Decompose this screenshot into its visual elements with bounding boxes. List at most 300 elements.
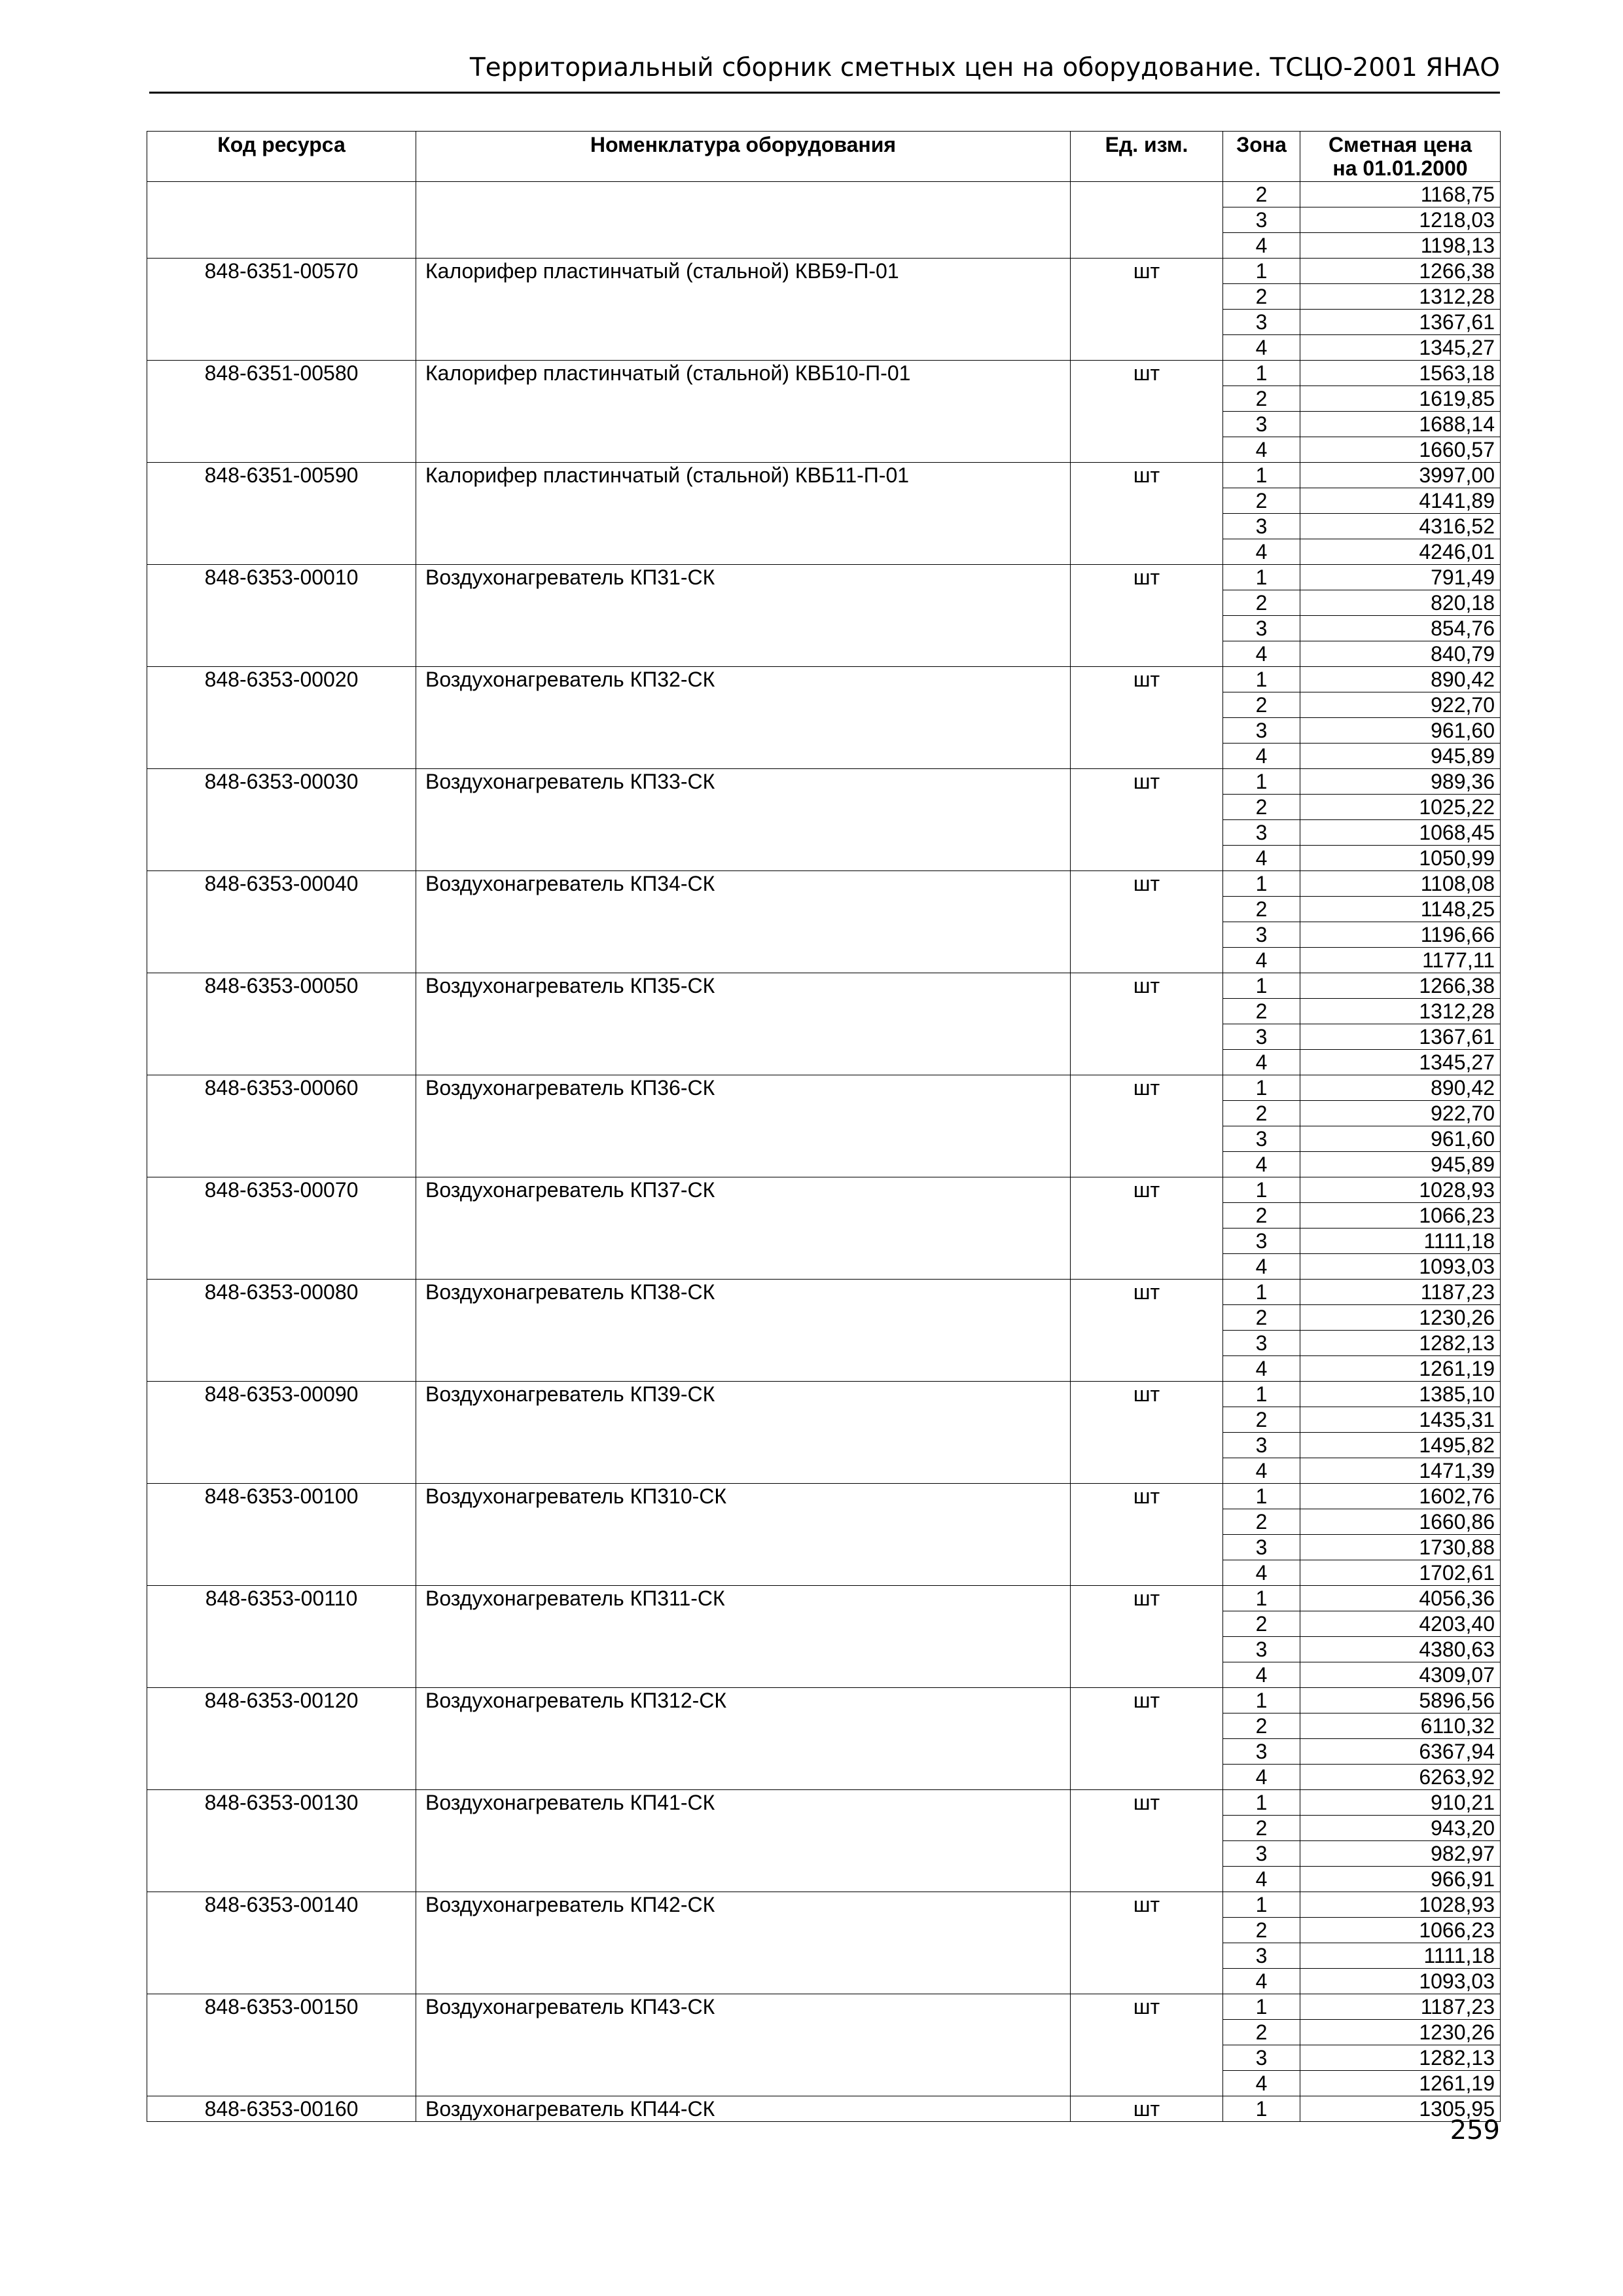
table-row bbox=[147, 1024, 1501, 1050]
unit-cell: шт bbox=[1071, 667, 1223, 692]
table-row-group-start bbox=[147, 1892, 1501, 1918]
equipment-name-cell: Воздухонагреватель КП41-СК bbox=[416, 1790, 1071, 1816]
price-cell: 982,97 bbox=[1300, 1841, 1501, 1867]
resource-code-cell bbox=[147, 1943, 416, 1969]
resource-code-cell bbox=[147, 1331, 416, 1356]
zone-cell: 1 bbox=[1223, 1177, 1300, 1203]
resource-code-cell bbox=[147, 284, 416, 310]
unit-cell bbox=[1071, 1050, 1223, 1075]
table-row bbox=[147, 1943, 1501, 1969]
equipment-name-cell bbox=[416, 897, 1071, 922]
zone-cell: 2 bbox=[1223, 2020, 1300, 2045]
unit-cell bbox=[1071, 1331, 1223, 1356]
price-cell: 1025,22 bbox=[1300, 795, 1501, 820]
price-cell: 1218,03 bbox=[1300, 207, 1501, 233]
zone-cell: 1 bbox=[1223, 1382, 1300, 1407]
table-row bbox=[147, 1254, 1501, 1280]
price-cell: 890,42 bbox=[1300, 667, 1501, 692]
price-cell: 1093,03 bbox=[1300, 1254, 1501, 1280]
table-row bbox=[147, 1229, 1501, 1254]
equipment-name-cell bbox=[416, 386, 1071, 412]
unit-cell: шт bbox=[1071, 1177, 1223, 1203]
unit-cell bbox=[1071, 2020, 1223, 2045]
resource-code-cell: 848-6351-00590 bbox=[147, 463, 416, 488]
price-cell: 910,21 bbox=[1300, 1790, 1501, 1816]
zone-cell: 2 bbox=[1223, 488, 1300, 514]
price-cell: 1660,57 bbox=[1300, 437, 1501, 463]
table-row bbox=[147, 820, 1501, 846]
zone-cell: 2 bbox=[1223, 590, 1300, 616]
col-header-price-line1: Сметная цена bbox=[1328, 133, 1472, 156]
zone-cell: 3 bbox=[1223, 820, 1300, 846]
price-cell: 4203,40 bbox=[1300, 1611, 1501, 1637]
resource-code-cell bbox=[147, 1050, 416, 1075]
resource-code-cell bbox=[147, 846, 416, 871]
table-row bbox=[147, 718, 1501, 744]
price-cell: 1093,03 bbox=[1300, 1969, 1501, 1994]
resource-code-cell bbox=[147, 1433, 416, 1458]
resource-code-cell bbox=[147, 1126, 416, 1152]
table-row bbox=[147, 386, 1501, 412]
unit-cell bbox=[1071, 2071, 1223, 2096]
unit-cell bbox=[1071, 1305, 1223, 1331]
resource-code-cell bbox=[147, 233, 416, 259]
price-cell: 1168,75 bbox=[1300, 182, 1501, 207]
unit-cell bbox=[1071, 335, 1223, 361]
equipment-name-cell: Воздухонагреватель КП37-СК bbox=[416, 1177, 1071, 1203]
resource-code-cell: 848-6353-00100 bbox=[147, 1484, 416, 1509]
price-cell: 1367,61 bbox=[1300, 310, 1501, 335]
table-row bbox=[147, 1331, 1501, 1356]
equipment-name-cell bbox=[416, 412, 1071, 437]
price-cell: 890,42 bbox=[1300, 1075, 1501, 1101]
unit-cell bbox=[1071, 207, 1223, 233]
zone-cell: 3 bbox=[1223, 1331, 1300, 1356]
unit-cell bbox=[1071, 284, 1223, 310]
unit-cell bbox=[1071, 386, 1223, 412]
resource-code-cell bbox=[147, 999, 416, 1024]
equipment-name-cell bbox=[416, 1458, 1071, 1484]
resource-code-cell bbox=[147, 1841, 416, 1867]
unit-cell bbox=[1071, 488, 1223, 514]
zone-cell: 4 bbox=[1223, 1458, 1300, 1484]
unit-cell bbox=[1071, 795, 1223, 820]
zone-cell: 2 bbox=[1223, 1611, 1300, 1637]
resource-code-cell bbox=[147, 948, 416, 973]
table-row bbox=[147, 922, 1501, 948]
zone-cell: 1 bbox=[1223, 1484, 1300, 1509]
price-cell: 1266,38 bbox=[1300, 259, 1501, 284]
table-row bbox=[147, 1509, 1501, 1535]
equipment-name-cell bbox=[416, 718, 1071, 744]
table-row bbox=[147, 1101, 1501, 1126]
unit-cell bbox=[1071, 1407, 1223, 1433]
price-cell: 1282,13 bbox=[1300, 1331, 1501, 1356]
unit-cell bbox=[1071, 999, 1223, 1024]
table-row bbox=[147, 488, 1501, 514]
equipment-name-cell bbox=[416, 1637, 1071, 1662]
zone-cell: 3 bbox=[1223, 207, 1300, 233]
resource-code-cell: 848-6353-00040 bbox=[147, 871, 416, 897]
unit-cell bbox=[1071, 1203, 1223, 1229]
unit-cell: шт bbox=[1071, 463, 1223, 488]
unit-cell bbox=[1071, 1637, 1223, 1662]
table-row-group-start bbox=[147, 361, 1501, 386]
unit-cell: шт bbox=[1071, 361, 1223, 386]
resource-code-cell bbox=[147, 692, 416, 718]
equipment-name-cell bbox=[416, 948, 1071, 973]
zone-cell: 4 bbox=[1223, 335, 1300, 361]
price-cell: 1177,11 bbox=[1300, 948, 1501, 973]
zone-cell: 4 bbox=[1223, 1356, 1300, 1382]
equipment-name-cell bbox=[416, 1331, 1071, 1356]
zone-cell: 3 bbox=[1223, 922, 1300, 948]
zone-cell: 3 bbox=[1223, 1841, 1300, 1867]
price-cell: 945,89 bbox=[1300, 1152, 1501, 1177]
unit-cell bbox=[1071, 1126, 1223, 1152]
resource-code-cell: 848-6353-00050 bbox=[147, 973, 416, 999]
table-row bbox=[147, 233, 1501, 259]
price-cell: 791,49 bbox=[1300, 565, 1501, 590]
unit-cell: шт bbox=[1071, 769, 1223, 795]
equipment-name-cell bbox=[416, 2045, 1071, 2071]
price-cell: 4246,01 bbox=[1300, 539, 1501, 565]
resource-code-cell: 848-6351-00580 bbox=[147, 361, 416, 386]
equipment-name-cell bbox=[416, 744, 1071, 769]
unit-cell bbox=[1071, 1433, 1223, 1458]
price-cell: 1435,31 bbox=[1300, 1407, 1501, 1433]
zone-cell: 1 bbox=[1223, 871, 1300, 897]
unit-cell: шт bbox=[1071, 1484, 1223, 1509]
equipment-name-cell bbox=[416, 590, 1071, 616]
unit-cell bbox=[1071, 948, 1223, 973]
resource-code-cell bbox=[147, 1918, 416, 1943]
table-row bbox=[147, 744, 1501, 769]
resource-code-cell: 848-6353-00010 bbox=[147, 565, 416, 590]
zone-cell: 4 bbox=[1223, 948, 1300, 973]
zone-cell: 1 bbox=[1223, 1586, 1300, 1611]
resource-code-cell bbox=[147, 795, 416, 820]
equipment-name-cell bbox=[416, 514, 1071, 539]
resource-code-cell bbox=[147, 488, 416, 514]
equipment-name-cell: Воздухонагреватель КП43-СК bbox=[416, 1994, 1071, 2020]
table-row-group-start bbox=[147, 2096, 1501, 2122]
resource-code-cell bbox=[147, 744, 416, 769]
unit-cell bbox=[1071, 1765, 1223, 1790]
unit-cell: шт bbox=[1071, 1280, 1223, 1305]
table-row bbox=[147, 1356, 1501, 1382]
zone-cell: 1 bbox=[1223, 463, 1300, 488]
price-cell: 1148,25 bbox=[1300, 897, 1501, 922]
resource-code-cell bbox=[147, 820, 416, 846]
unit-cell: шт bbox=[1071, 565, 1223, 590]
equipment-name-cell bbox=[416, 1611, 1071, 1637]
table-body bbox=[147, 182, 1501, 2122]
table-row-group-start bbox=[147, 973, 1501, 999]
zone-cell: 2 bbox=[1223, 182, 1300, 207]
price-cell: 4380,63 bbox=[1300, 1637, 1501, 1662]
equipment-name-cell bbox=[416, 846, 1071, 871]
unit-cell bbox=[1071, 1739, 1223, 1765]
price-cell: 1367,61 bbox=[1300, 1024, 1501, 1050]
table-row-group-start bbox=[147, 769, 1501, 795]
table-row bbox=[147, 1458, 1501, 1484]
price-cell: 1312,28 bbox=[1300, 284, 1501, 310]
resource-code-cell bbox=[147, 1611, 416, 1637]
price-cell: 5896,56 bbox=[1300, 1688, 1501, 1713]
table-row-group-start bbox=[147, 182, 1501, 207]
unit-cell bbox=[1071, 1152, 1223, 1177]
unit-cell: шт bbox=[1071, 1790, 1223, 1816]
price-cell: 4141,89 bbox=[1300, 488, 1501, 514]
price-cell: 1066,23 bbox=[1300, 1203, 1501, 1229]
table-row bbox=[147, 2071, 1501, 2096]
table-row-group-start bbox=[147, 1280, 1501, 1305]
equipment-name-cell: Воздухонагреватель КП39-СК bbox=[416, 1382, 1071, 1407]
col-header-name: Номенклатура оборудования bbox=[416, 132, 1071, 182]
equipment-name-cell bbox=[416, 1050, 1071, 1075]
table-row-group-start bbox=[147, 1688, 1501, 1713]
zone-cell: 4 bbox=[1223, 846, 1300, 871]
price-cell: 1495,82 bbox=[1300, 1433, 1501, 1458]
page-number: 259 bbox=[1450, 2115, 1500, 2145]
unit-cell bbox=[1071, 437, 1223, 463]
equipment-name-cell bbox=[416, 1356, 1071, 1382]
equipment-name-cell bbox=[416, 1024, 1071, 1050]
resource-code-cell bbox=[147, 182, 416, 207]
resource-code-cell bbox=[147, 1509, 416, 1535]
zone-cell: 1 bbox=[1223, 565, 1300, 590]
price-cell: 1028,93 bbox=[1300, 1892, 1501, 1918]
table-row bbox=[147, 1713, 1501, 1739]
price-cell: 961,60 bbox=[1300, 1126, 1501, 1152]
price-cell: 966,91 bbox=[1300, 1867, 1501, 1892]
resource-code-cell bbox=[147, 437, 416, 463]
unit-cell: шт bbox=[1071, 973, 1223, 999]
unit-cell bbox=[1071, 897, 1223, 922]
price-cell: 840,79 bbox=[1300, 641, 1501, 667]
table-row bbox=[147, 1918, 1501, 1943]
equipment-name-cell bbox=[416, 1407, 1071, 1433]
price-cell: 1563,18 bbox=[1300, 361, 1501, 386]
table-row bbox=[147, 1050, 1501, 1075]
equipment-name-cell bbox=[416, 437, 1071, 463]
table-row-group-start bbox=[147, 259, 1501, 284]
zone-cell: 4 bbox=[1223, 437, 1300, 463]
unit-cell bbox=[1071, 922, 1223, 948]
table-row bbox=[147, 310, 1501, 335]
equipment-name-cell bbox=[416, 1969, 1071, 1994]
col-header-price-line2: на 01.01.2000 bbox=[1332, 156, 1468, 180]
price-cell: 4056,36 bbox=[1300, 1586, 1501, 1611]
unit-cell bbox=[1071, 1509, 1223, 1535]
equipment-name-cell: Калорифер пластинчатый (стальной) КВБ9-П-01 bbox=[416, 259, 1071, 284]
zone-cell: 4 bbox=[1223, 2071, 1300, 2096]
resource-code-cell: 848-6353-00110 bbox=[147, 1586, 416, 1611]
equipment-name-cell bbox=[416, 692, 1071, 718]
unit-cell bbox=[1071, 1713, 1223, 1739]
resource-code-cell: 848-6353-00060 bbox=[147, 1075, 416, 1101]
equipment-name-cell bbox=[416, 488, 1071, 514]
zone-cell: 2 bbox=[1223, 999, 1300, 1024]
resource-code-cell: 848-6353-00020 bbox=[147, 667, 416, 692]
resource-code-cell bbox=[147, 2020, 416, 2045]
price-cell: 1688,14 bbox=[1300, 412, 1501, 437]
table-row bbox=[147, 1203, 1501, 1229]
price-cell: 1385,10 bbox=[1300, 1382, 1501, 1407]
zone-cell: 2 bbox=[1223, 386, 1300, 412]
resource-code-cell bbox=[147, 1765, 416, 1790]
resource-code-cell bbox=[147, 590, 416, 616]
resource-code-cell: 848-6353-00150 bbox=[147, 1994, 416, 2020]
table-row bbox=[147, 1765, 1501, 1790]
unit-cell bbox=[1071, 641, 1223, 667]
equipment-name-cell bbox=[416, 1765, 1071, 1790]
price-cell: 1266,38 bbox=[1300, 973, 1501, 999]
equipment-name-cell bbox=[416, 1229, 1071, 1254]
price-table bbox=[147, 131, 1501, 2122]
zone-cell: 3 bbox=[1223, 1126, 1300, 1152]
price-cell: 1261,19 bbox=[1300, 1356, 1501, 1382]
price-cell: 1345,27 bbox=[1300, 1050, 1501, 1075]
equipment-name-cell bbox=[416, 2020, 1071, 2045]
unit-cell bbox=[1071, 1356, 1223, 1382]
resource-code-cell: 848-6351-00570 bbox=[147, 259, 416, 284]
unit-cell: шт bbox=[1071, 2096, 1223, 2122]
equipment-name-cell: Воздухонагреватель КП31-СК bbox=[416, 565, 1071, 590]
unit-cell bbox=[1071, 1816, 1223, 1841]
equipment-name-cell bbox=[416, 1560, 1071, 1586]
equipment-name-cell: Воздухонагреватель КП44-СК bbox=[416, 2096, 1071, 2122]
zone-cell: 2 bbox=[1223, 1816, 1300, 1841]
table-row bbox=[147, 514, 1501, 539]
unit-cell bbox=[1071, 233, 1223, 259]
zone-cell: 3 bbox=[1223, 310, 1300, 335]
resource-code-cell bbox=[147, 1867, 416, 1892]
table-row-group-start bbox=[147, 1994, 1501, 2020]
equipment-name-cell bbox=[416, 1305, 1071, 1331]
zone-cell: 3 bbox=[1223, 2045, 1300, 2071]
header-rule bbox=[149, 92, 1500, 94]
price-cell: 1730,88 bbox=[1300, 1535, 1501, 1560]
unit-cell: шт bbox=[1071, 1075, 1223, 1101]
price-cell: 1602,76 bbox=[1300, 1484, 1501, 1509]
unit-cell bbox=[1071, 820, 1223, 846]
table-row bbox=[147, 1841, 1501, 1867]
resource-code-cell bbox=[147, 514, 416, 539]
resource-code-cell bbox=[147, 1816, 416, 1841]
unit-cell: шт bbox=[1071, 1688, 1223, 1713]
equipment-name-cell: Воздухонагреватель КП32-СК bbox=[416, 667, 1071, 692]
table-row bbox=[147, 539, 1501, 565]
resource-code-cell bbox=[147, 1101, 416, 1126]
resource-code-cell bbox=[147, 1407, 416, 1433]
price-cell: 1108,08 bbox=[1300, 871, 1501, 897]
price-cell: 1111,18 bbox=[1300, 1943, 1501, 1969]
zone-cell: 3 bbox=[1223, 616, 1300, 641]
unit-cell bbox=[1071, 846, 1223, 871]
equipment-name-cell: Воздухонагреватель КП312-СК bbox=[416, 1688, 1071, 1713]
zone-cell: 1 bbox=[1223, 2096, 1300, 2122]
equipment-name-cell: Воздухонагреватель КП42-СК bbox=[416, 1892, 1071, 1918]
equipment-name-cell bbox=[416, 1816, 1071, 1841]
equipment-name-cell bbox=[416, 1152, 1071, 1177]
zone-cell: 2 bbox=[1223, 1407, 1300, 1433]
equipment-name-cell bbox=[416, 1101, 1071, 1126]
unit-cell: шт bbox=[1071, 871, 1223, 897]
resource-code-cell bbox=[147, 310, 416, 335]
zone-cell: 4 bbox=[1223, 233, 1300, 259]
equipment-name-cell bbox=[416, 1433, 1071, 1458]
table-row bbox=[147, 1637, 1501, 1662]
price-cell: 989,36 bbox=[1300, 769, 1501, 795]
price-cell: 1028,93 bbox=[1300, 1177, 1501, 1203]
equipment-name-cell bbox=[416, 641, 1071, 667]
table-row-group-start bbox=[147, 1382, 1501, 1407]
unit-cell bbox=[1071, 310, 1223, 335]
price-cell: 6110,32 bbox=[1300, 1713, 1501, 1739]
equipment-name-cell bbox=[416, 284, 1071, 310]
equipment-name-cell bbox=[416, 1713, 1071, 1739]
table-row-group-start bbox=[147, 871, 1501, 897]
resource-code-cell bbox=[147, 2071, 416, 2096]
price-cell: 1198,13 bbox=[1300, 233, 1501, 259]
unit-cell bbox=[1071, 1560, 1223, 1586]
zone-cell: 4 bbox=[1223, 1560, 1300, 1586]
price-cell: 1230,26 bbox=[1300, 1305, 1501, 1331]
table-row-group-start bbox=[147, 565, 1501, 590]
unit-cell bbox=[1071, 616, 1223, 641]
table-row bbox=[147, 1305, 1501, 1331]
table-row bbox=[147, 846, 1501, 871]
unit-cell bbox=[1071, 1024, 1223, 1050]
price-cell: 1619,85 bbox=[1300, 386, 1501, 412]
equipment-name-cell: Воздухонагреватель КП35-СК bbox=[416, 973, 1071, 999]
equipment-name-cell: Воздухонагреватель КП310-СК bbox=[416, 1484, 1071, 1509]
price-cell: 943,20 bbox=[1300, 1816, 1501, 1841]
unit-cell bbox=[1071, 1867, 1223, 1892]
price-cell: 1187,23 bbox=[1300, 1280, 1501, 1305]
table-row bbox=[147, 412, 1501, 437]
table-row bbox=[147, 1535, 1501, 1560]
zone-cell: 4 bbox=[1223, 1254, 1300, 1280]
zone-cell: 3 bbox=[1223, 1739, 1300, 1765]
table-row bbox=[147, 641, 1501, 667]
zone-cell: 2 bbox=[1223, 795, 1300, 820]
table-row bbox=[147, 616, 1501, 641]
equipment-name-cell bbox=[416, 1535, 1071, 1560]
resource-code-cell: 848-6353-00090 bbox=[147, 1382, 416, 1407]
equipment-name-cell bbox=[416, 922, 1071, 948]
price-cell: 1282,13 bbox=[1300, 2045, 1501, 2071]
unit-cell bbox=[1071, 1611, 1223, 1637]
zone-cell: 1 bbox=[1223, 1075, 1300, 1101]
price-cell: 6263,92 bbox=[1300, 1765, 1501, 1790]
zone-cell: 4 bbox=[1223, 539, 1300, 565]
unit-cell bbox=[1071, 1535, 1223, 1560]
price-cell: 6367,94 bbox=[1300, 1739, 1501, 1765]
table-row bbox=[147, 590, 1501, 616]
price-cell: 1111,18 bbox=[1300, 1229, 1501, 1254]
table-row bbox=[147, 284, 1501, 310]
zone-cell: 1 bbox=[1223, 259, 1300, 284]
price-cell: 1345,27 bbox=[1300, 335, 1501, 361]
table-row bbox=[147, 1867, 1501, 1892]
zone-cell: 3 bbox=[1223, 1024, 1300, 1050]
unit-cell: шт bbox=[1071, 1892, 1223, 1918]
zone-cell: 4 bbox=[1223, 641, 1300, 667]
unit-cell bbox=[1071, 744, 1223, 769]
